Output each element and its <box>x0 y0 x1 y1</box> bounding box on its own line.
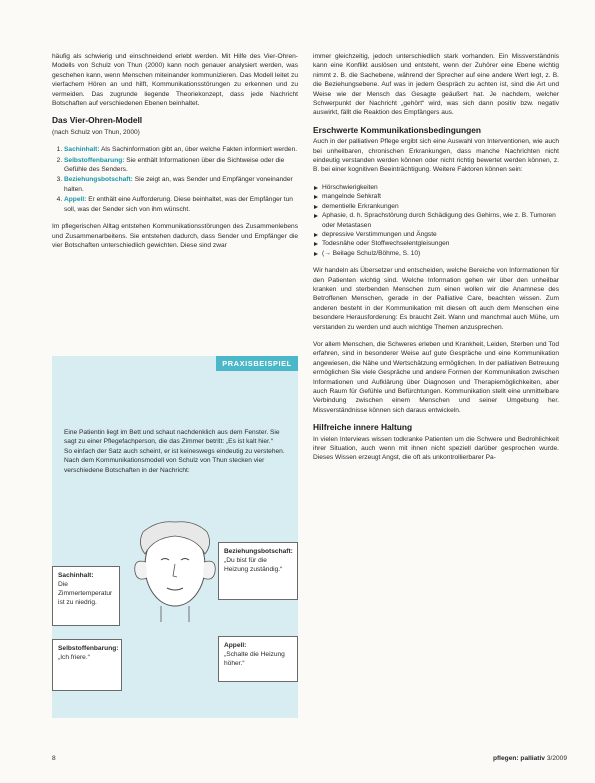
ear-term: Beziehungsbotschaft: <box>64 176 133 184</box>
appell-box <box>218 636 298 682</box>
ear-description: Sie enthält Informationen über die Sichtweise oder die Gefühle des Senders. <box>64 156 285 174</box>
face-illustration-icon <box>127 514 223 624</box>
model-subtitle: (nach Schulz von Thun, 2000) <box>52 128 140 136</box>
beziehung-box <box>218 542 298 600</box>
ear-description: Sie zeigt an, was Sender und Empfänger voneinander halten. <box>64 176 293 193</box>
left-after-list-paragraph: Im pflegerischen Alltag entstehen Kommunikationsstörungen des Zusammenlebens und Zusammenarbeitens. Sie entstehen dadurch, dass Sender und Empfänger die vier Botschaften unterschiedlich gewichten. Diese sind zwar <box>52 223 298 249</box>
footer-brand <box>493 755 567 762</box>
list-item: Hörschwierigkeiten <box>313 183 559 192</box>
section1-paragraph-3: Vor allem Menschen, die Schweres erleben und Krankheit, Leiden, Sterben und Tod erfahren, sind in besonderer Weise auf gute Gespräche und eine Kommunikation angewiesen, die Nähe und Wertschätzung ermöglichen. In der palliativen Betreuung ermöglichen Sie viele Gespräche und andere Formen der Kommunikation zwischen Informationen und Aufklärung über Diagnosen und Therapiemöglichkeiten, aber auch Raum für Gefühle und Befürchtungen. Kommunikation stellt eine unmittelbare Verbindung zwischen einem Menschen und seiner Umgebung her. Missverständnisse können sich daraus entwickeln. <box>313 340 559 414</box>
page-number: 8 <box>52 755 56 762</box>
list-item <box>64 145 298 154</box>
ear-term: Selbstoffenbarung: <box>64 156 125 164</box>
model-heading: Das Vier-Ohren-Modell <box>52 115 143 126</box>
ear-term: Appell: <box>64 196 87 204</box>
magazine-name: pflegen: palliativ <box>492 755 545 762</box>
box-text: Die Zimmertemperatur ist zu niedrig. <box>58 581 113 606</box>
list-item: depressive Verstimmungen und Ängste <box>313 230 559 239</box>
praxis-text-2: So einfach der Satz auch scheint, er ist keineswegs eindeutig zu verstehen. Nach dem Kommunikationsmodell von Schulz von Thun stecken vier verschiedene Botschaften in der Nachricht: <box>64 447 285 474</box>
right-column <box>313 52 559 471</box>
box-text: „Du bist für die Heizung zuständig.“ <box>224 557 283 573</box>
praxis-tag: PRAXISBEISPIEL <box>216 356 298 371</box>
list-item: Todesnähe oder Stoffwechselentgleisungen <box>313 239 559 248</box>
section2-paragraph-1: In vielen Interviews wissen todkranke Patienten um die Schwere und Bedrohlichkeit ihrer Situation, auch wenn mit ihnen nicht speziell darüber gesprochen wurde. Dieses Wissen erzeugt Angst, die oft als unkontrollierbarer Pa- <box>313 435 559 462</box>
box-heading: Appell: <box>224 642 247 649</box>
praxis-text-1: Eine Patientin liegt im Bett und schaut nachdenklich aus dem Fenster. Sie sagt zu einer Pflegefachperson, die das Zimmer betritt: „Es ist kalt hier.“ <box>64 429 280 446</box>
sachinhalt-box <box>52 566 120 626</box>
left-intro-paragraph: häufig als schwierig und einschneidend erlebt werden. Mit Hilfe des Vier-Ohren-Modells von Schulz von Thun (2000) kann noch genauer analysiert werden, was geschehen kann, wenn Menschen miteinander kommunizieren. Das Modell leitet zu vierfachem Hören an und hilft, Kommunikationsstörungen zu erkennen und zu vermeiden. Das zugrunde liegende Theoriekonzept, dass jede Nachricht Botschaften auf verschiedenen Ebenen beinhaltet. <box>52 53 298 108</box>
box-text: „Schalte die Heizung höher.“ <box>224 651 285 667</box>
right-intro-paragraph: immer gleichzeitig, jedoch unterschiedlich stark vorhanden. Ein Missverständnis kann eine Konflikt auslösen und entsteht, wenn der Zuhörer eine Ebene wichtig nimmt z. B. die Sachebene, während der Sprecher auf eine andere Wert legt, z. B. die Beziehungsebene. Auf was in jedem Gespräch zu achten ist, sind die Art und Weise wie der Mensch das Gesagte geäußert hat. Je nachdem, welcher Schwerpunkt der Nachricht „gehört“ wird, was sich dann positiv bzw. negativ auswirkt, fällt die Reaktion des Empfängers aus. <box>313 53 559 117</box>
box-heading: Selbstoffenbarung: <box>58 645 119 652</box>
four-ears-list <box>52 145 298 214</box>
selbstoffenbarung-box <box>52 639 122 691</box>
ear-term: Sachinhalt: <box>64 146 100 154</box>
ear-description: Als Sachinformation gibt an, über welche Fakten informiert werden. <box>99 146 298 154</box>
list-item <box>64 175 298 194</box>
ear-description: Er enthält eine Aufforderung. Diese beinhaltet, was der Empfänger tun soll, was der Sender sich von ihm wünscht. <box>64 196 293 213</box>
issue-number: 3/2009 <box>546 755 567 762</box>
list-item: Aphasie, d. h. Sprachstörung durch Schädigung des Gehirns, wie z. B. Tumoren oder Metastasen <box>313 211 559 230</box>
list-item <box>64 195 298 214</box>
section-heading-haltung: Hilfreiche innere Haltung <box>313 422 413 433</box>
box-text: „Ich friere.“ <box>58 654 90 661</box>
factors-reference: (→ Beilage Schulz/Böhme, S. 10) <box>313 249 559 258</box>
list-item: dementielle Erkrankungen <box>313 202 559 211</box>
praxis-text <box>64 428 286 475</box>
list-item: mangelnde Sehkraft <box>313 192 559 201</box>
praxis-example-box <box>52 356 298 718</box>
box-heading: Beziehungsbotschaft: <box>224 548 293 555</box>
box-heading: Sachinhalt: <box>58 572 94 579</box>
factors-list <box>313 183 559 258</box>
section1-paragraph-2: Wir handeln als Übersetzer und entscheiden, welche Bereiche von Informationen für den Patienten wichtig sind. Welche Information gehen wir über den unheilbar kranken und sterbenden Menschen zum einen wollen wir die Anamnese des Betroffenen Menschen, gerade in der Palliative Care, beachten wissen. Zum anderen besteht in der Kommunikation mit diesen oft auch dem Menschen eine besondere Herausforderung: Es braucht Zeit. Wann und manchmal auch Mühe, um verstanden zu werden und auch wichtige Themen anzusprechen. <box>313 267 559 331</box>
section-heading-erschwerte: Erschwerte Kommunikationsbedingungen <box>313 124 481 135</box>
list-item <box>64 156 298 175</box>
section1-paragraph-1: Auch in der palliativen Pflege ergibt sich eine Auswahl von Interventionen, wie auch bei unheilbaren, chronischen Erkrankungen, dass manche Nachrichten nicht eindeutig verstanden werden können oder nicht richtig bewertet werden können, z. B. bei einer kognitiven Beeinträchtigung. Weitere Faktoren können sein: <box>313 138 559 174</box>
left-column <box>52 52 298 258</box>
